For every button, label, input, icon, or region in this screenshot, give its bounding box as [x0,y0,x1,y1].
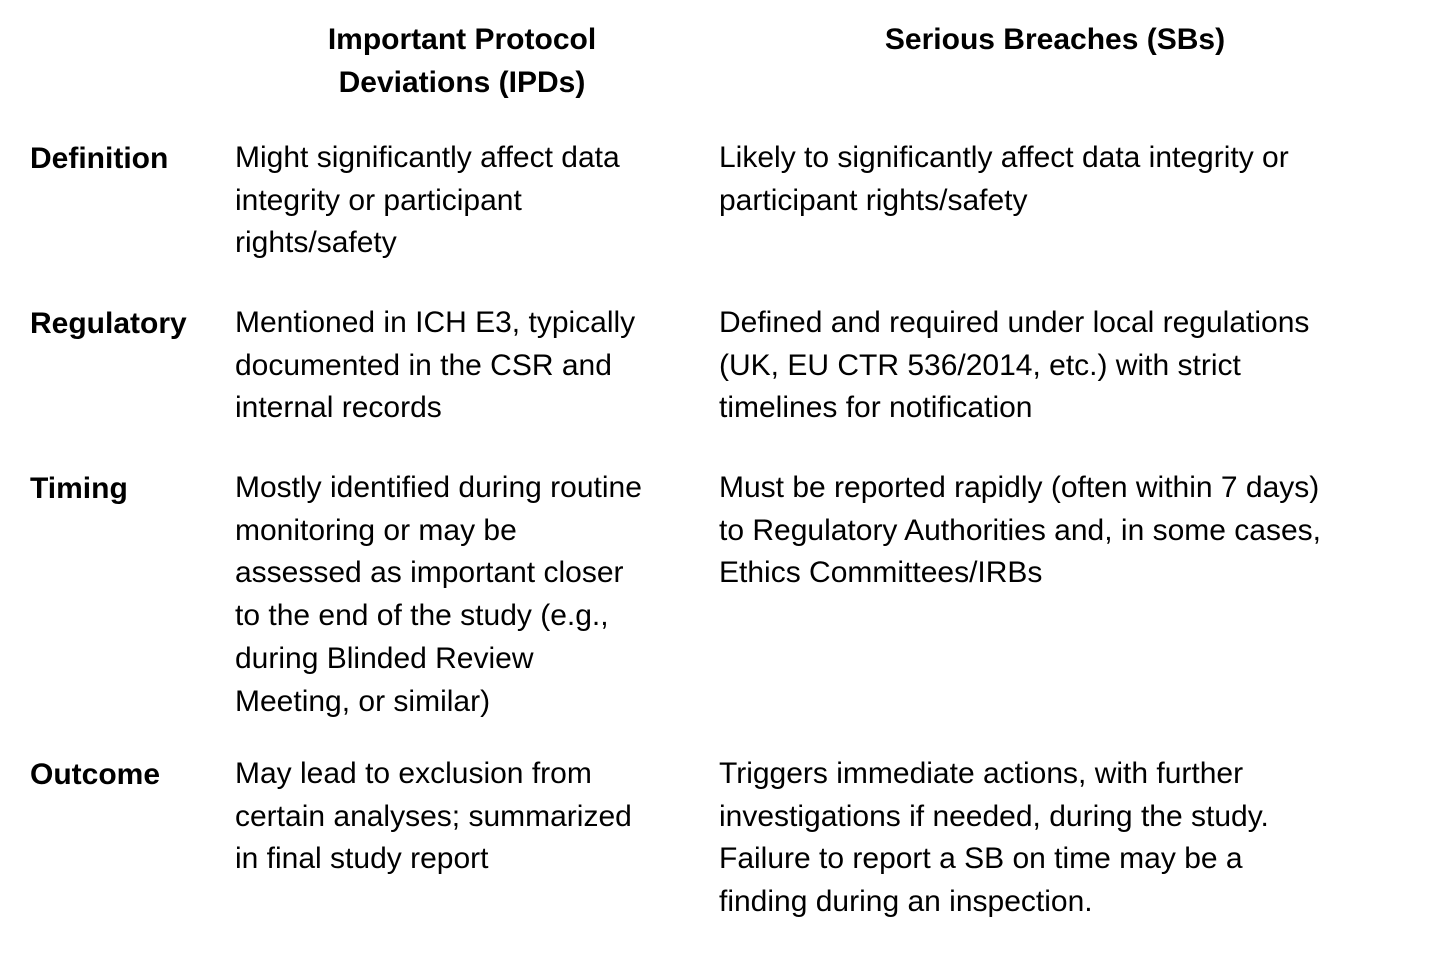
cell-definition-ipd: Might significantly affect data integrity or participant rights/safety [235,141,620,260]
column-header-ipd: Important Protocol Deviations (IPDs) [327,23,597,99]
cell-regulatory-sb: Defined and required under local regulations (UK, EU CTR 536/2014, etc.) with strict timelines for notification [719,306,1310,425]
column-header-sb: Serious Breaches (SBs) [884,23,1226,56]
row-label-regulatory: Regulatory [30,307,187,340]
cell-outcome-ipd: May lead to exclusion from certain analyses; summarized in final study report [235,757,632,876]
row-label-timing: Timing [30,472,128,505]
row-label-outcome: Outcome [30,758,161,791]
cell-timing-ipd: Mostly identified during routine monitoring or may be assessed as important closer to the end of the study (e.g., during Blinded Review Meeting, or similar) [235,471,642,718]
row-label-definition: Definition [30,142,169,175]
cell-timing-sb: Must be reported rapidly (often within 7 days) to Regulatory Authorities and, in some cases, Ethics Committees/IRBs [719,471,1321,590]
cell-regulatory-ipd: Mentioned in ICH E3, typically documented in the CSR and internal records [235,306,636,425]
cell-definition-sb: Likely to significantly affect data integrity or participant rights/safety [719,141,1289,217]
cell-outcome-sb: Triggers immediate actions, with further investigations if needed, during the study. Failure to report a SB on time may be a finding during an inspection. [719,757,1269,919]
